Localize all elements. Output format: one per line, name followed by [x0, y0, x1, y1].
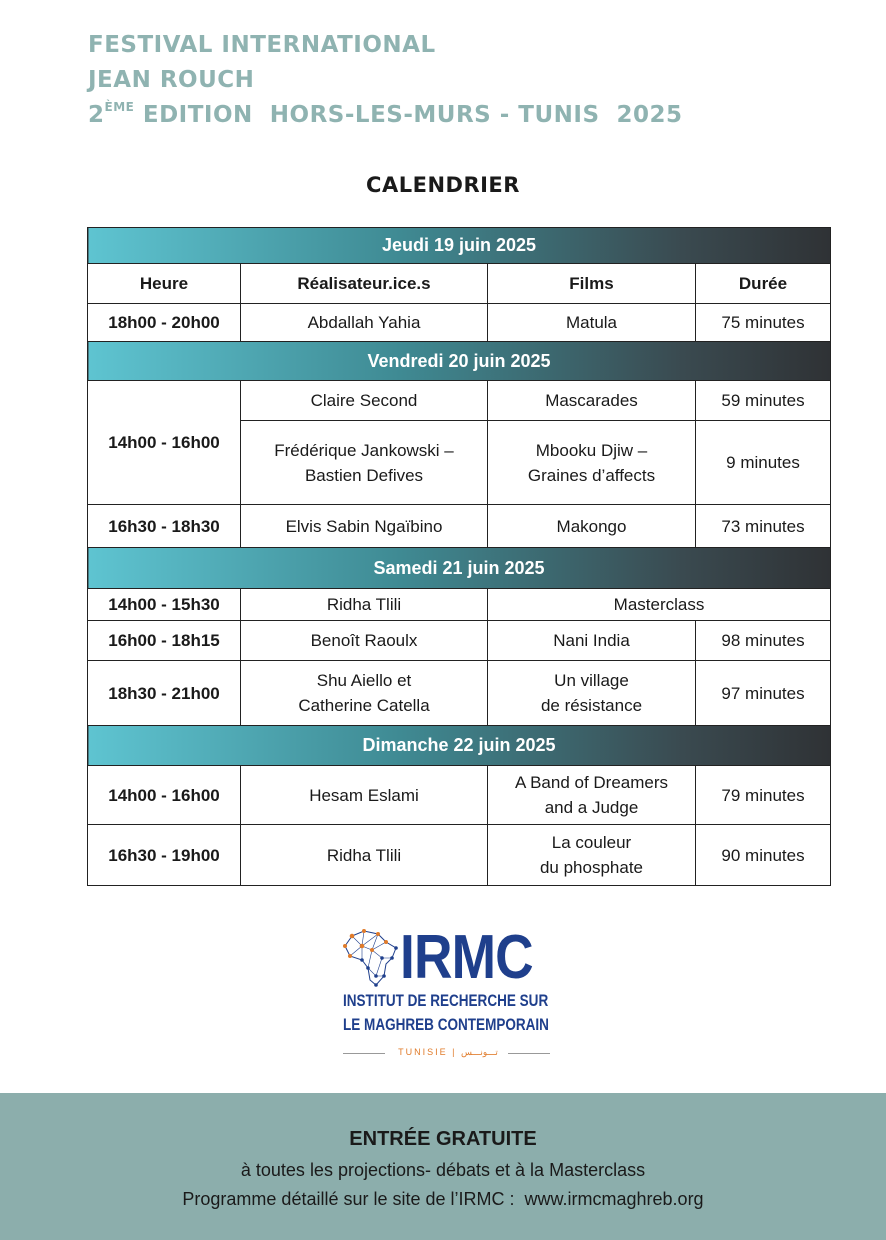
footer-banner [0, 1093, 886, 1240]
header-line-3 [88, 98, 683, 133]
row-hour: 18h00 - 20h00 [88, 304, 241, 342]
footer-line-2: Programme détaillé sur le site de l’IRMC : www.irmcmaghreb.org [182, 1189, 704, 1209]
row-duration: 59 minutes [696, 381, 831, 421]
day-label: Dimanche 22 juin 2025 [88, 726, 831, 766]
day-label: Samedi 21 juin 2025 [88, 548, 831, 589]
day-header-jeudi [88, 228, 831, 264]
table-row [88, 621, 831, 661]
row-film [488, 825, 696, 886]
row-film: Matula [488, 304, 696, 342]
table-row [88, 661, 831, 726]
film-line-2: de résistance [540, 696, 643, 715]
table-row [88, 825, 831, 886]
day-header-vendredi [88, 342, 831, 381]
director-line-2: Catherine Catella [298, 696, 430, 715]
row-director: Benoît Raoulx [241, 621, 488, 661]
table-row [88, 381, 831, 421]
table-row [88, 304, 831, 342]
film-line-2: and a Judge [544, 798, 639, 817]
row-duration: 98 minutes [696, 621, 831, 661]
row-director [241, 421, 488, 505]
day-header-samedi [88, 548, 831, 589]
row-hour: 14h00 - 15h30 [88, 589, 241, 621]
day-label: Vendredi 20 juin 2025 [88, 342, 831, 381]
header-line-1: FESTIVAL INTERNATIONAL [88, 32, 436, 58]
row-hour: 16h30 - 19h00 [88, 825, 241, 886]
film-line-1: Un village [554, 671, 629, 690]
logo-line-2: LE MAGHREB CONTEMPORAIN [343, 1016, 549, 1034]
logo-divider-left [343, 1053, 385, 1054]
day-header-dimanche [88, 726, 831, 766]
row-director [241, 661, 488, 726]
row-film: Makongo [488, 505, 696, 548]
row-director: Claire Second [241, 381, 488, 421]
row-director: Abdallah Yahia [241, 304, 488, 342]
header-line-2: JEAN ROUCH [88, 67, 255, 93]
row-duration: 9 minutes [696, 421, 831, 505]
row-duration: 90 minutes [696, 825, 831, 886]
day-label: Jeudi 19 juin 2025 [88, 228, 831, 264]
table-row [88, 505, 831, 548]
row-director: Hesam Eslami [241, 766, 488, 825]
footer-title: ENTRÉE GRATUITE [349, 1128, 537, 1150]
row-director: Ridha Tlili [241, 825, 488, 886]
festival-header [88, 28, 683, 133]
row-film [488, 661, 696, 726]
table-row [88, 766, 831, 825]
director-line-1: Shu Aiello et [316, 671, 412, 690]
row-director: Elvis Sabin Ngaïbino [241, 505, 488, 548]
logo-tagline: TUNISIE | تـــونـــس [398, 1047, 498, 1057]
row-hour: 18h30 - 21h00 [88, 661, 241, 726]
logo-line-1: INSTITUT DE RECHERCHE SUR [343, 992, 549, 1010]
schedule-table [87, 227, 831, 886]
row-film: Masterclass [488, 589, 831, 621]
table-row [88, 589, 831, 621]
col-realisateur: Réalisateur.ice.s [241, 264, 488, 304]
director-line-1: Frédérique Jankowski – [274, 440, 454, 460]
row-film: Nani India [488, 621, 696, 661]
edition-number: 2 [88, 102, 105, 128]
row-film: Mascarades [488, 381, 696, 421]
row-hour: 14h00 - 16h00 [88, 766, 241, 825]
calendar-title: CALENDRIER [366, 173, 520, 197]
row-film [488, 421, 696, 505]
edition-suffix: ÈME [104, 100, 135, 114]
film-line-2: Graines d’affects [527, 465, 656, 485]
irmc-logo [340, 923, 555, 1066]
row-director: Ridha Tlili [241, 589, 488, 621]
column-headers [88, 264, 831, 304]
col-heure: Heure [88, 264, 241, 304]
director-line-2: Bastien Defives [304, 465, 424, 485]
footer-line-1: à toutes les projections- débats et à la Masterclass [240, 1160, 646, 1180]
film-line-1: La couleur [551, 833, 632, 852]
film-line-1: A Band of Dreamers [514, 773, 669, 792]
row-hour: 16h30 - 18h30 [88, 505, 241, 548]
row-duration: 75 minutes [696, 304, 831, 342]
row-duration: 73 minutes [696, 505, 831, 548]
africa-network-icon [342, 928, 400, 988]
row-duration: 97 minutes [696, 661, 831, 726]
row-film [488, 766, 696, 825]
row-hour: 14h00 - 16h00 [88, 381, 241, 505]
logo-wordmark: IRMC [400, 923, 533, 992]
row-hour: 16h00 - 18h15 [88, 621, 241, 661]
edition-text: EDITION HORS-LES-MURS - TUNIS 2025 [134, 102, 683, 128]
film-line-2: du phosphate [539, 858, 644, 877]
col-duree: Durée [696, 264, 831, 304]
logo-divider-right [508, 1053, 550, 1054]
film-line-1: Mbooku Djiw – [535, 440, 648, 460]
col-films: Films [488, 264, 696, 304]
row-duration: 79 minutes [696, 766, 831, 825]
